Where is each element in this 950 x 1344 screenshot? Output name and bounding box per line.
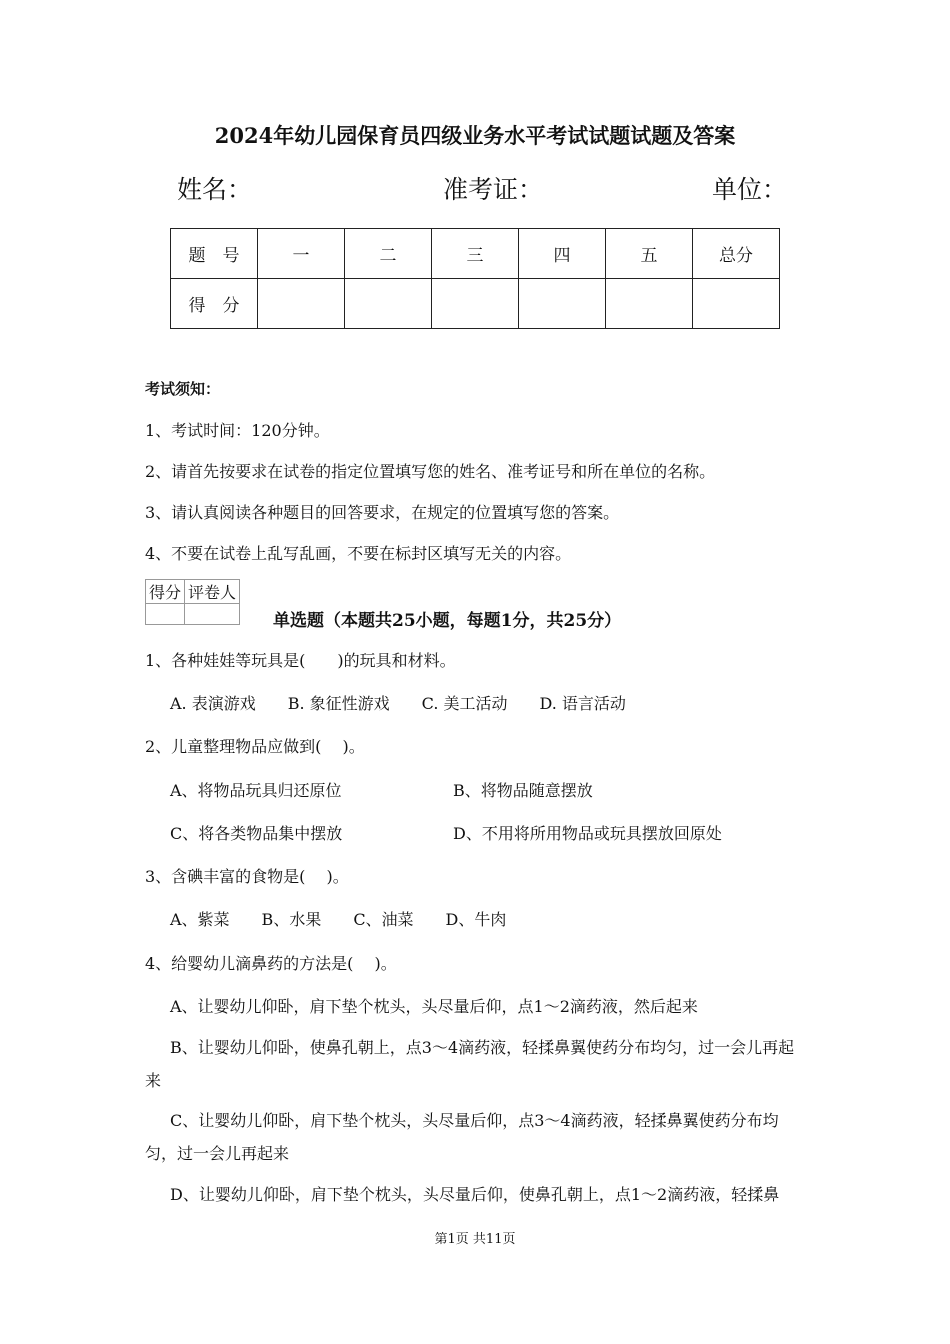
unit-field-label: 单位： [712,175,788,204]
question-option: C、将各类物品集中摆放 [170,824,343,843]
score-table-cell: 五 [606,229,693,279]
score-table-cell: 题 号 [171,229,258,279]
score-table-cell: 一 [258,229,345,279]
notice-item: 2、请首先按要求在试卷的指定位置填写您的姓名、准考证号和所在单位的名称。 [145,462,716,481]
score-input-cell[interactable] [432,279,519,329]
score-input-cell[interactable] [519,279,606,329]
score-table-cell: 得 分 [171,279,258,329]
question-option: D、不用将所用物品或玩具摆放回原处 [453,824,722,843]
question-option: B、让婴幼儿仰卧，使鼻孔朝上，点3～4滴药液，轻揉鼻翼使药分布均匀，过一会儿再起来 [145,1038,795,1090]
score-table-score-row [171,279,780,329]
question-option: A、将物品玩具归还原位 [170,781,342,800]
page-title: 2024年幼儿园保育员四级业务水平考试试题试题及答案 [214,123,736,148]
grader-table-grader-cell[interactable] [185,604,240,625]
grader-table-score-label: 得分 [146,580,185,604]
notice-item: 4、不要在试卷上乱写乱画，不要在标封区填写无关的内容。 [145,544,572,563]
question-options: A. 表演游戏 B. 象征性游戏 C. 美工活动 D. 语言活动 [170,694,626,713]
question-option: D、让婴幼儿仰卧，肩下垫个枕头，头尽量后仰，使鼻孔朝上，点1～2滴药液，轻揉鼻 [170,1185,780,1204]
score-table-cell: 三 [432,229,519,279]
notice-title: 考试须知： [145,380,221,398]
score-table-header-row [171,229,780,279]
question-options: A、紫菜 B、水果 C、油菜 D、牛肉 [170,910,507,929]
score-input-cell[interactable] [606,279,693,329]
question-stem: 2、儿童整理物品应做到( )。 [145,737,365,756]
notice-item: 1、考试时间：120分钟。 [145,421,330,440]
score-input-cell[interactable] [258,279,345,329]
score-table-cell: 四 [519,229,606,279]
exam-id-field-label: 准考证： [443,175,544,204]
page-footer: 第1页 共11页 [434,1232,516,1247]
question-stem: 1、各种娃娃等玩具是( )的玩具和材料。 [145,651,456,670]
question-option: B、将物品随意摆放 [453,781,593,800]
question-stem: 4、给婴幼儿滴鼻药的方法是( )。 [145,954,397,973]
score-input-cell[interactable] [693,279,780,329]
grader-table [145,579,240,625]
question-stem: 3、含碘丰富的食物是( )。 [145,867,349,886]
question-option: C、让婴幼儿仰卧，肩下垫个枕头，头尽量后仰，点3～4滴药液，轻揉鼻翼使药分布均匀，过一会儿再起来 [145,1111,779,1163]
question-option: A、让婴幼儿仰卧，肩下垫个枕头，头尽量后仰，点1～2滴药液，然后起来 [170,997,698,1016]
score-table [170,228,780,329]
score-table-cell: 总分 [693,229,780,279]
score-table-cell: 二 [345,229,432,279]
section-title: 单选题（本题共25小题，每题1分，共25分） [273,611,622,631]
score-input-cell[interactable] [345,279,432,329]
grader-table-grader-label: 评卷人 [185,580,240,604]
name-field-label: 姓名： [177,175,253,204]
grader-table-score-cell[interactable] [146,604,185,625]
notice-item: 3、请认真阅读各种题目的回答要求，在规定的位置填写您的答案。 [145,503,620,522]
